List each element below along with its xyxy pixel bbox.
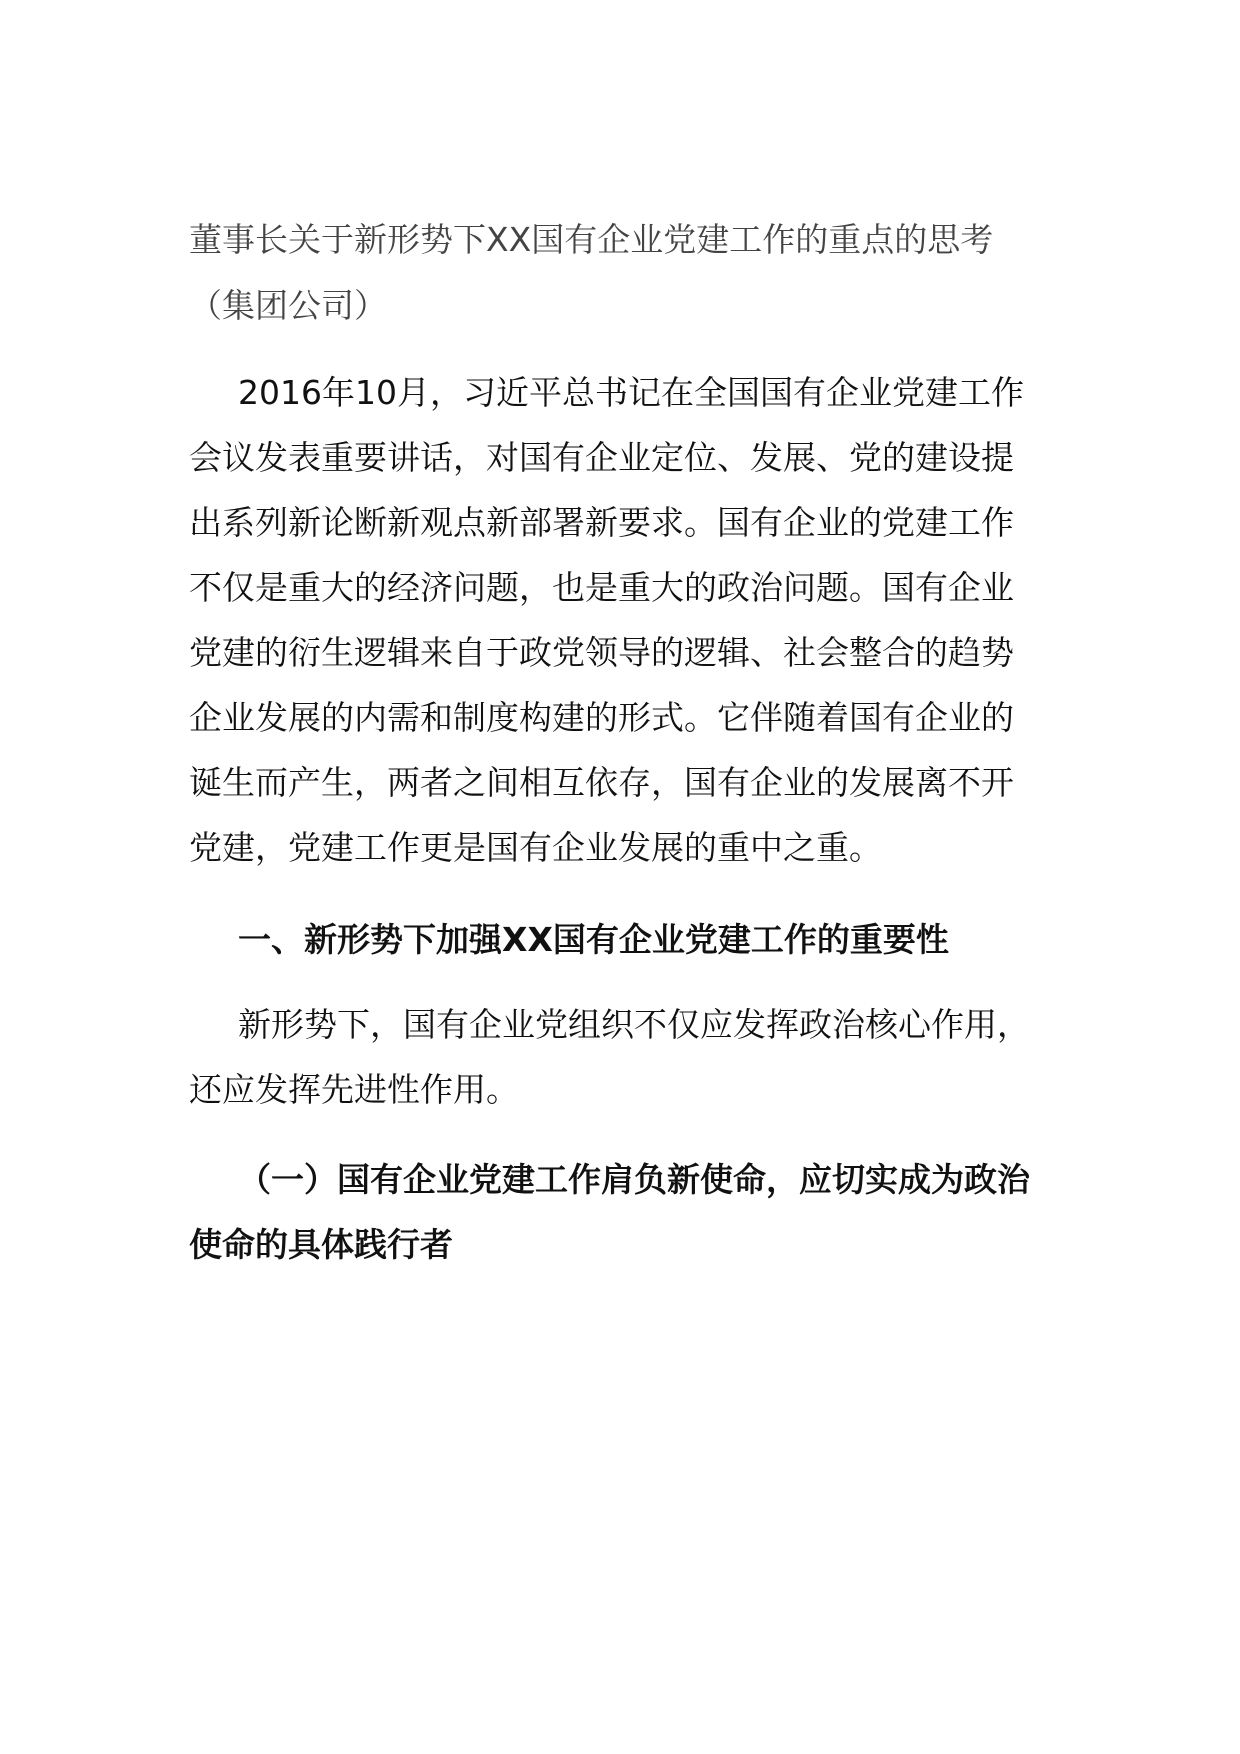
paragraph-line: 党建的衍生逻辑来自于政党领导的逻辑、社会整合的趋势 <box>189 633 1014 672</box>
subheading-line: 使命的具体践行者 <box>189 1225 453 1264</box>
paragraph-line: 诞生而产生，两者之间相互依存，国有企业的发展离不开 <box>189 763 1014 802</box>
document-title-line-1: 董事长关于新形势下XX国有企业党建工作的重点的思考 <box>189 220 994 259</box>
paragraph-line: 不仅是重大的经济问题，也是重大的政治问题。国有企业 <box>189 568 1014 607</box>
paragraph-line: 2016年10月，习近平总书记在全国国有企业党建工作 <box>238 373 1024 412</box>
subheading-line: （一）国有企业党建工作肩负新使命，应切实成为政治 <box>238 1160 1030 1199</box>
paragraph-line: 企业发展的内需和制度构建的形式。它伴随着国有企业的 <box>189 698 1014 737</box>
section-heading: 一、新形势下加强XX国有企业党建工作的重要性 <box>238 920 949 959</box>
paragraph-line: 新形势下，国有企业党组织不仅应发挥政治核心作用， <box>238 1005 1030 1044</box>
paragraph-line: 党建，党建工作更是国有企业发展的重中之重。 <box>189 828 882 867</box>
paragraph-line: 会议发表重要讲话，对国有企业定位、发展、党的建设提 <box>189 438 1014 477</box>
document-title-line-2: （集团公司） <box>189 286 387 325</box>
paragraph-line: 出系列新论断新观点新部署新要求。国有企业的党建工作 <box>189 503 1014 542</box>
paragraph-line: 还应发挥先进性作用。 <box>189 1070 519 1109</box>
